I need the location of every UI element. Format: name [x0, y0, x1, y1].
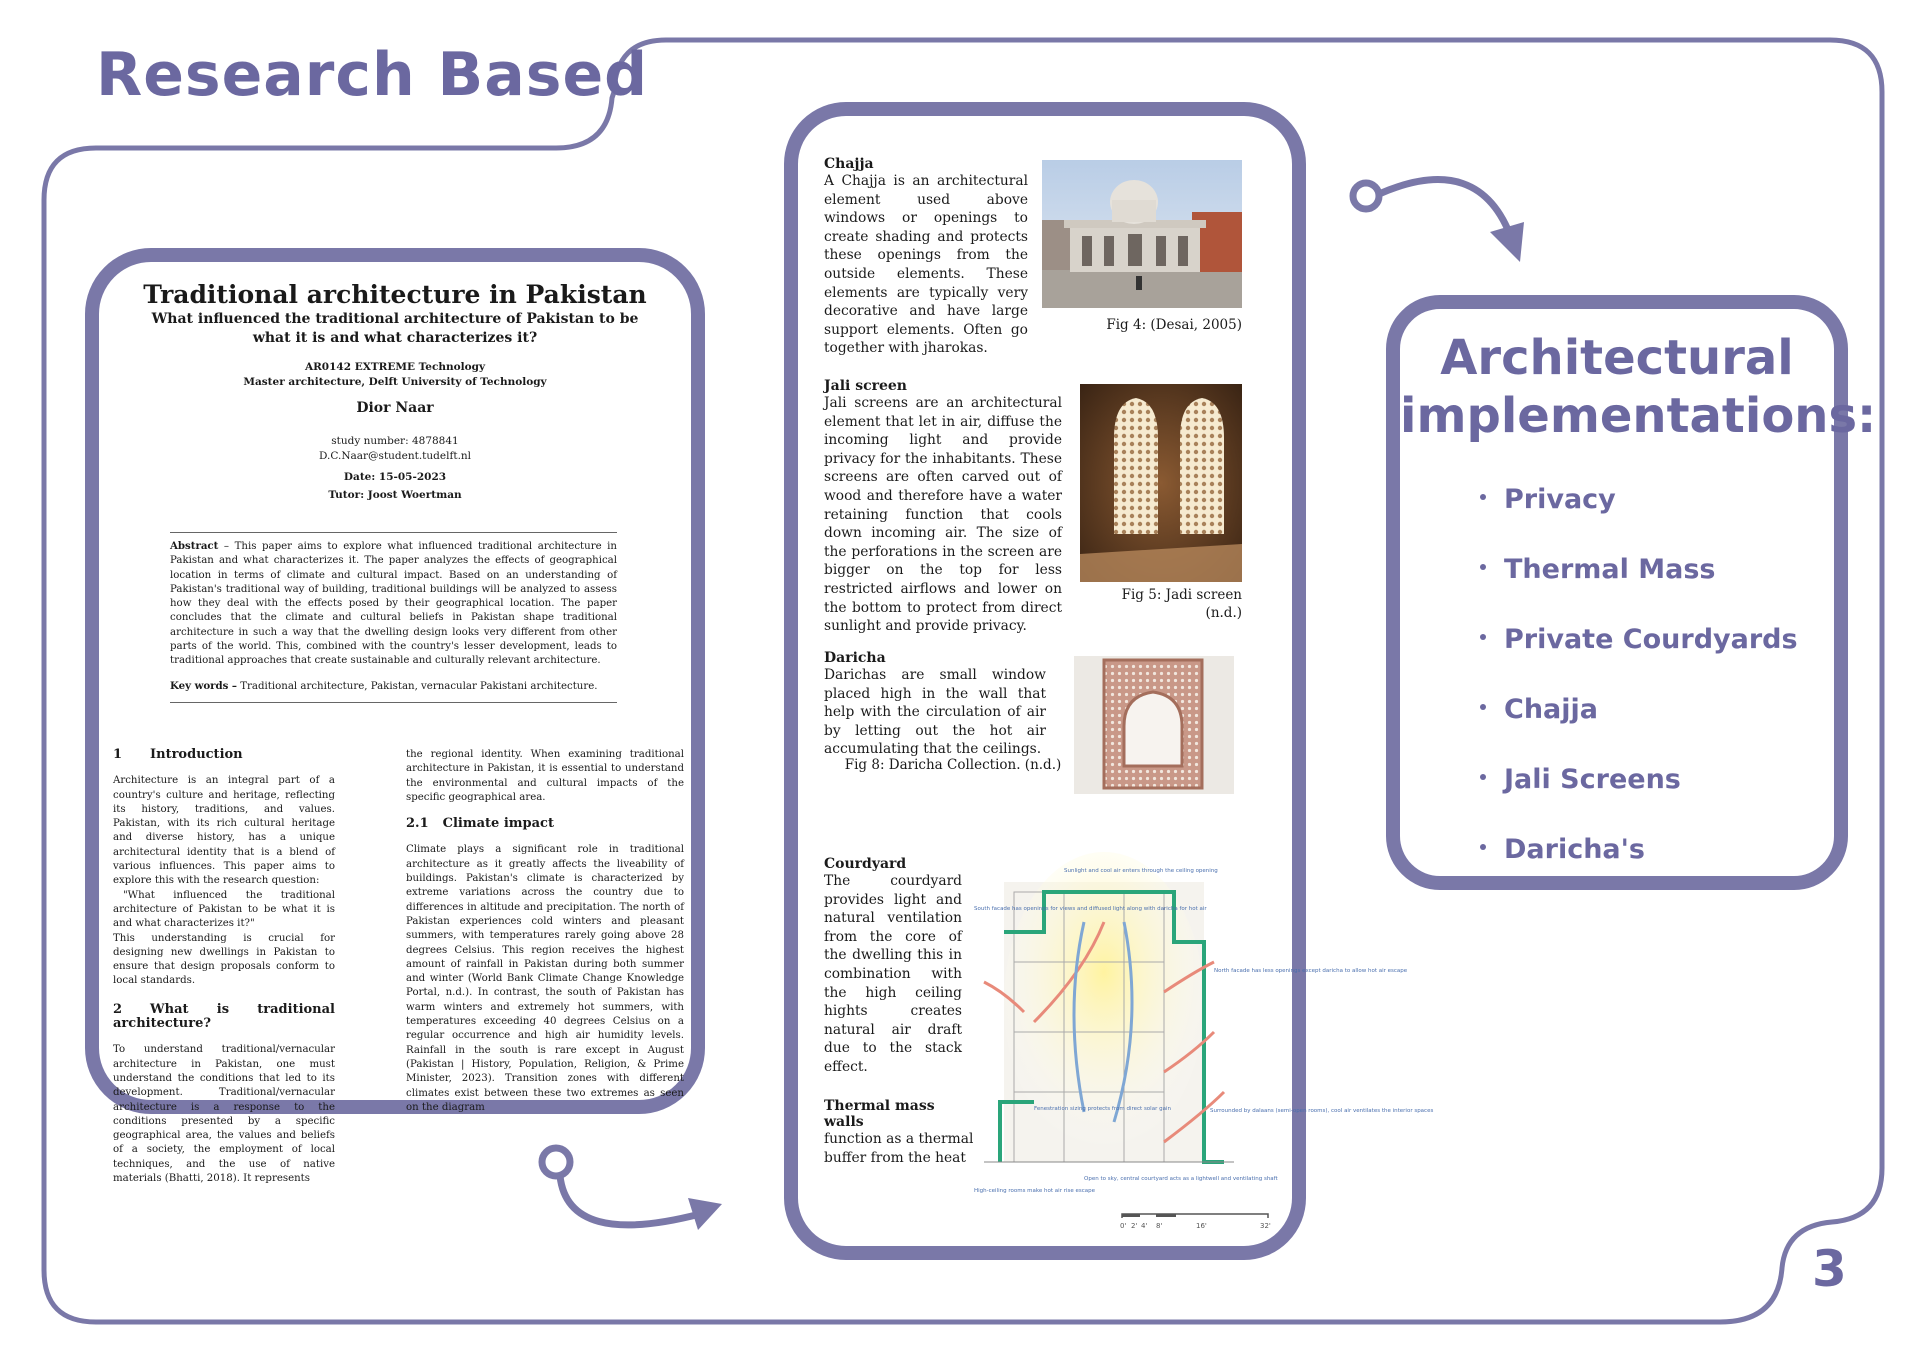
figure-caption: Fig 8: Daricha Collection. (n.d.) [844, 757, 1062, 773]
paper-subtitle: What influenced the traditional architecture of Pakistan to be what it is and what characterizes it? [151, 311, 639, 346]
chajja-section: Chajja A Chajja is an architectural element used above windows or openings to create shading and protects these openings from the outside elements. These elements are typically very decorative and have large support elements. Often go together with jharokas. [824, 156, 1028, 357]
paper-title: Traditional architecture in Pakistan [143, 280, 647, 309]
list-item: Chajja [1480, 694, 1598, 725]
divider [170, 532, 617, 533]
diagram-note: Fenestration sizing protects from direct solar gain [1034, 1106, 1171, 1112]
svg-text:4': 4' [1141, 1222, 1148, 1230]
scale-bar [1118, 1210, 1278, 1234]
paper-keywords: Key words – Traditional architecture, Pakistan, vernacular Pakistani architecture. [170, 680, 598, 692]
daricha-photo [1074, 656, 1234, 794]
paper-card [85, 248, 705, 1185]
paper-column-right: the regional identity. When examining traditional architecture in Pakistan, it is essential to understand the environmental and cultural impacts of the specific geographical area. 2.1 Climate impact Climate plays a significant role in traditional architecture as it greatly affects the liveability of buildings. Pakistan's climate is characterized by extreme variations across the country due to differences in altitude and precipitation. The north of Pakistan experiences cold winters and pleasant summers, with temperatures rarely going above 28 degrees Celsius. This region receives the highest amount of rainfall in Pakistan during both summer and winter (World Bank Climate Change Knowledge Portal, n.d.). In contrast, the south of Pakistan has warm winters and extremely hot summers, with temperatures exceeding 40 degrees Celsius on a regular occurrence and high air humidity levels. Rainfall in the south is rare except in August (Pakistan | History, Population, Religion, & Prime Minister, 2023). Transition zones with different climates exist between these two extremes as seen on the diagram [406, 749, 684, 1113]
page-number: 3 [1812, 1240, 1847, 1298]
diagram-note: Surrounded by dalaans (semi-open rooms), cool air ventilates the interior spaces [1210, 1108, 1434, 1114]
details-card [784, 102, 1434, 1260]
figure-caption: Fig 4: (Desai, 2005) [1106, 317, 1242, 333]
paper-contact: study number: 4878841 D.C.Naar@student.tudelft.nl [318, 435, 472, 462]
paper-affiliation: AR0142 EXTREME Technology Master architecture, Delft University of Technology [243, 361, 547, 388]
jali-section: Jali screen Jali screens are an architectural element that let in air, diffuse the incoming light and provide privacy for the inhabitants. These screens are often carved out of wood and therefore have a water retaining function that cools down incoming air. The size of the perforations in the screen are bigger on the top for less restricted airflows and lower on the bottom to protect from direct sunlight and provide privacy. [824, 378, 1062, 635]
page-heading: Research Based [96, 40, 649, 110]
list-item: Daricha's [1480, 834, 1645, 865]
svg-text:16': 16' [1196, 1222, 1207, 1230]
thermal-mass-section: Thermal mass walls function as a thermal buffer from the heat [824, 1098, 974, 1166]
paper-abstract: Abstract – This paper aims to explore what influenced traditional architecture in Pakistan and what characterizes it. The paper analyzes the effects of geographical location in terms of climate and cultural impact. Based on an understanding of Pakistan's traditional way of building, traditional buildings will be analyzed to assess how they deal with the effects posed by their geographical location. The paper concludes that the climate and cultural beliefs in Pakistan shape traditional architecture in such a way that the dwelling design looks very different from other parts of the world. This, combined with the country's lesser development, leads to traditional approaches that create sustainable and culturally relevant architecture. [170, 540, 617, 667]
list-item: Privacy [1480, 484, 1616, 515]
daricha-section: Daricha Darichas are small window placed high in the wall that help with the circulation of air by letting out the hot air accumulating that the ceilings. [824, 650, 1046, 758]
arrow-to-middle [542, 1148, 722, 1230]
diagram-note: North facade has less openings except daricha to allow hot air escape [1214, 968, 1408, 974]
diagram-note: Open to sky, central courtyard acts as a lightwell and ventilating shaft [1084, 1176, 1278, 1182]
paper-author: Dior Naar [356, 400, 434, 416]
diagram-note: High-ceiling rooms make hot air rise escape [974, 1188, 1096, 1194]
arrow-to-implementations [1353, 180, 1524, 262]
svg-text:0': 0' [1120, 1222, 1127, 1230]
courtyard-section: Courdyard The courdyard provides light and natural ventilation from the core of the dwelling this in combination with the high ceiling hights creates natural air draft due to the stack effect. [824, 856, 962, 1075]
paper-date: Date: 15-05-2023 Tutor: Joost Woertman [328, 471, 462, 501]
diagram-note: Sunlight and cool air enters through the ceiling opening [1064, 868, 1218, 874]
diagram-note: South facade has openings for views and diffused light along with daricha for hot air [974, 906, 1207, 912]
svg-text:8': 8' [1156, 1222, 1163, 1230]
divider [170, 702, 617, 703]
svg-text:32': 32' [1260, 1222, 1271, 1230]
svg-text:2': 2' [1131, 1222, 1138, 1230]
chajja-photo [1042, 160, 1242, 308]
list-item: Private Courdyards [1480, 624, 1798, 655]
list-item: Jali Screens [1480, 764, 1681, 795]
jali-photo [1080, 384, 1242, 582]
figure-caption: Fig 5: Jadi screen (n.d.) [1121, 587, 1242, 621]
implementations-card [1386, 295, 1877, 890]
list-item: Thermal Mass [1480, 554, 1716, 585]
paper-column-left: 1 Introduction Architecture is an integral part of a country's culture and heritage, reflecting its history, traditions, and values. Pakistan, with its rich cultural heritage and diverse history, has a unique architectural identity that is a blend of various influences. This paper aims to explore this with the research question: "What influenced the traditional architecture of Pakistan to be what it is and what characterizes it?" This understanding is crucial for designing new dwellings in Pakistan to ensure that design proposals conform to local standards. 2 What is traditional architecture? To understand traditional/vernacular architecture in Pakistan, one must understand the conditions that led to its development. Traditional/vernacular architecture is a response to the conditions presented by a specific geographical area, the values and beliefs of a society, the employment of local techniques, and the use of native materials (Bhatti, 2018). It represents [113, 747, 335, 1185]
courtyard-section-diagram [974, 862, 1434, 1218]
implementations-title: Architectural implementations: [1400, 330, 1877, 444]
